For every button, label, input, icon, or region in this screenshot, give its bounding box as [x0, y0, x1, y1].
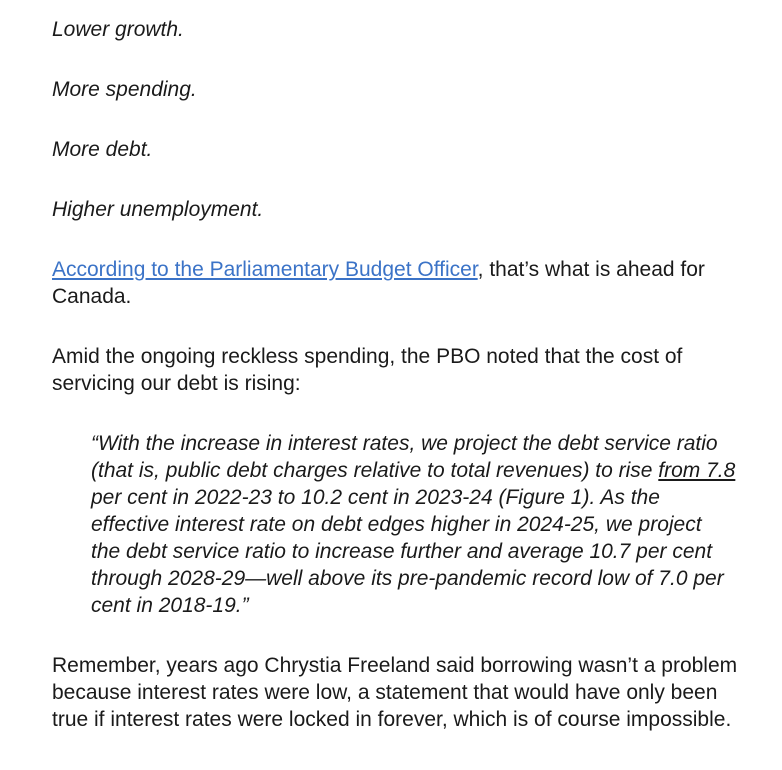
punchline-higher-unemployment: Higher unemployment.: [52, 198, 264, 221]
pbo-paragraph: [52, 256, 742, 310]
pbo-quote: [91, 430, 736, 619]
quote-end: per cent in 2022-23 to 10.2 cent in 2023-24 (Figure 1). As the effective interest rate on debt edges higher in 2024-25, we project the debt service ratio to increase further and average 10.7 per cent through 2028-29—well above its pre-pandemic record low of 7.0 per cent in 2018-19.”: [91, 486, 724, 617]
punchline-more-spending: More spending.: [52, 78, 197, 101]
quote-underlined: from 7.8: [658, 459, 736, 482]
debt-paragraph: Amid the ongoing reckless spending, the PBO noted that the cost of servicing our debt is rising:: [52, 345, 683, 395]
quote-start: “With the increase in interest rates, we project the debt service ratio (that is, public debt charges relative to total revenues) to rise: [91, 432, 718, 482]
pbo-link[interactable]: According to the Parliamentary Budget Officer: [52, 258, 478, 281]
article-body: [52, 16, 742, 766]
punchline-lower-growth: Lower growth.: [52, 18, 184, 41]
punchline-more-debt: More debt.: [52, 138, 153, 161]
closing-paragraph: Remember, years ago Chrystia Freeland said borrowing wasn’t a problem because interest rates were low, a statement that would have only been true if interest rates were locked in forever, which is of course impossible.: [52, 654, 738, 731]
pbo-paragraph-rest: , that’s what is ahead for Canada.: [52, 258, 705, 308]
